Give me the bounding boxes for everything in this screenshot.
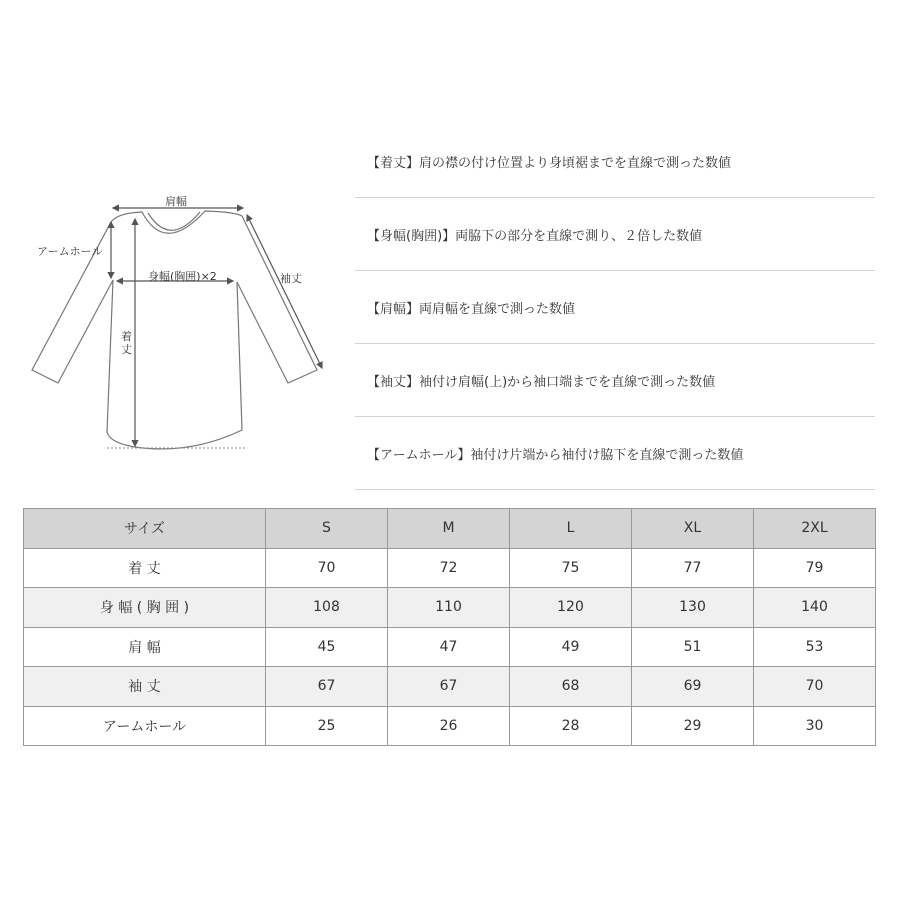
cell: 53 [754,627,876,667]
armhole-label: アームホール [37,245,103,258]
table-row [24,548,876,588]
cell: 29 [632,706,754,746]
measurement-descriptions [355,125,875,490]
header-cell: 2XL [754,509,876,549]
shirt-outline-illustration [0,0,350,480]
description-text: 【袖丈】袖付け肩幅(上)から袖口端までを直線で測った数値 [367,375,716,390]
header-cell: XL [632,509,754,549]
header-cell: サイズ [24,509,266,549]
description-item [355,125,875,198]
table-header-row [24,509,876,549]
shirt-measurement-diagram [0,0,350,480]
description-item [355,198,875,271]
description-item [355,344,875,417]
size-chart-table [23,508,876,746]
cell: 45 [266,627,388,667]
table-row [24,588,876,628]
table-row [24,667,876,707]
cell: 75 [510,548,632,588]
cell: 67 [266,667,388,707]
cell: 51 [632,627,754,667]
cell: 69 [632,667,754,707]
cell: 70 [754,667,876,707]
chest-label: 身幅(胸囲)×2 [148,270,217,283]
description-text: 【着丈】肩の襟の付け位置より身頃裾までを直線で測った数値 [367,156,732,171]
cell: 79 [754,548,876,588]
description-item [355,417,875,490]
cell: 77 [632,548,754,588]
sleeve-length-label: 袖丈 [280,272,302,285]
description-text: 【肩幅】両肩幅を直線で測った数値 [367,302,576,317]
row-label: 肩 幅 [24,627,266,667]
cell: 67 [388,667,510,707]
cell: 28 [510,706,632,746]
cell: 130 [632,588,754,628]
row-label: 着 丈 [24,548,266,588]
description-item [355,271,875,344]
table-row [24,627,876,667]
cell: 26 [388,706,510,746]
cell: 30 [754,706,876,746]
header-cell: L [510,509,632,549]
shoulder-width-label: 肩幅 [165,195,187,208]
cell: 72 [388,548,510,588]
description-text: 【アームホール】袖付け片端から袖付け脇下を直線で測った数値 [367,448,744,463]
cell: 49 [510,627,632,667]
header-cell: M [388,509,510,549]
row-label: アームホール [24,706,266,746]
cell: 25 [266,706,388,746]
cell: 68 [510,667,632,707]
row-label: 身 幅 ( 胸 囲 ) [24,588,266,628]
description-text: 【身幅(胸囲)】両脇下の部分を直線で測り、２倍した数値 [367,229,703,244]
row-label: 袖 丈 [24,667,266,707]
cell: 47 [388,627,510,667]
length-label: 着丈 [121,330,132,356]
cell: 140 [754,588,876,628]
cell: 110 [388,588,510,628]
cell: 70 [266,548,388,588]
table-row [24,706,876,746]
cell: 108 [266,588,388,628]
header-cell: S [266,509,388,549]
cell: 120 [510,588,632,628]
sleeve-arrow [247,215,322,368]
